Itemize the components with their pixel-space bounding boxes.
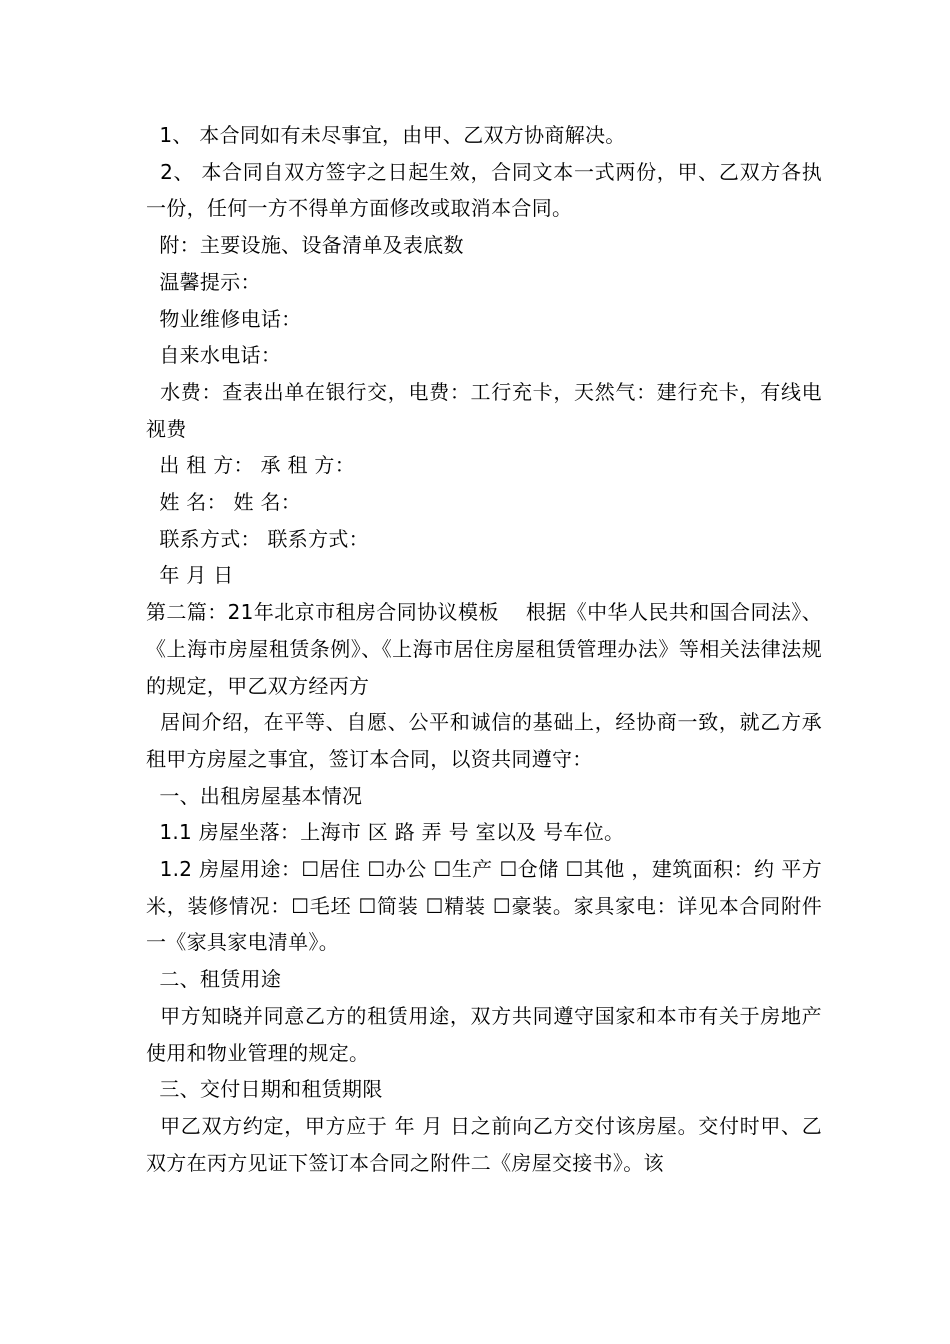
section-heading-3: 三、交付日期和租赁期限 bbox=[146, 1077, 383, 1102]
section-heading-2: 二、租赁用途 bbox=[146, 967, 282, 992]
rental-usage-clause: 甲方知晓并同意乙方的租赁用途，双方共同遵守国家和本市有关于房地产使用和物业管理的规定。 bbox=[146, 1003, 822, 1065]
clause-1-1-location: 1.1 房屋坐落：上海市 区 路 弄 号 室以及 号车位。 bbox=[146, 820, 625, 845]
property-repair-phone: 物业维修电话： bbox=[146, 306, 302, 331]
document-body bbox=[146, 117, 822, 1181]
tips-heading: 温馨提示： bbox=[146, 269, 261, 294]
signature-names: 姓 名： 姓 名： bbox=[146, 490, 302, 515]
clause-unresolved-matters: 1、 本合同如有未尽事宜，由甲、乙双方协商解决。 bbox=[146, 123, 626, 147]
intermediary-clause: 居间介绍，在平等、自愿、公平和诚信的基础上，经协商一致，就乙方承租甲方房屋之事宜，签订本合同，以资共同遵守： bbox=[146, 710, 822, 771]
water-supply-phone: 自来水电话： bbox=[146, 343, 282, 368]
utility-payment-note: 水费：查表出单在银行交，电费：工行充卡，天然气：建行充卡，有线电视费 bbox=[146, 379, 822, 441]
attachment-note: 附：主要设施、设备清单及表底数 bbox=[146, 233, 464, 258]
clause-effective-date: 2、 本合同自双方签字之日起生效，合同文本一式两份，甲、乙双方各执一份，任何一方不得单方面修改或取消本合同。 bbox=[146, 159, 822, 221]
signature-parties: 出 租 方： 承 租 方： bbox=[146, 453, 356, 478]
signature-date: 年 月 日 bbox=[146, 563, 234, 588]
section-heading-1: 一、出租房屋基本情况 bbox=[146, 783, 363, 808]
signature-contacts: 联系方式： 联系方式： bbox=[146, 526, 369, 551]
clause-1-2-usage: 1.2 房屋用途：☐居住 ☐办公 ☐生产 ☐仓储 ☐其他 ，建筑面积：约 平方米，装修情况：☐毛坯 ☐简装 ☐精装 ☐豪装。家具家电：详见本合同附件一《家具家电清单》。 bbox=[146, 857, 822, 955]
delivery-clause: 甲乙双方约定，甲方应于 年 月 日之前向乙方交付该房屋。交付时甲、乙双方在丙方见证下签订本合同之附件二《房屋交接书》。该 bbox=[146, 1113, 822, 1175]
second-contract-intro: 第二篇：21年北京市租房合同协议模板 根据《中华人民共和国合同法》、《上海市房屋租赁条例》、《上海市居住房屋租赁管理办法》等相关法律法规的规定，甲乙双方经丙方 bbox=[146, 600, 822, 698]
